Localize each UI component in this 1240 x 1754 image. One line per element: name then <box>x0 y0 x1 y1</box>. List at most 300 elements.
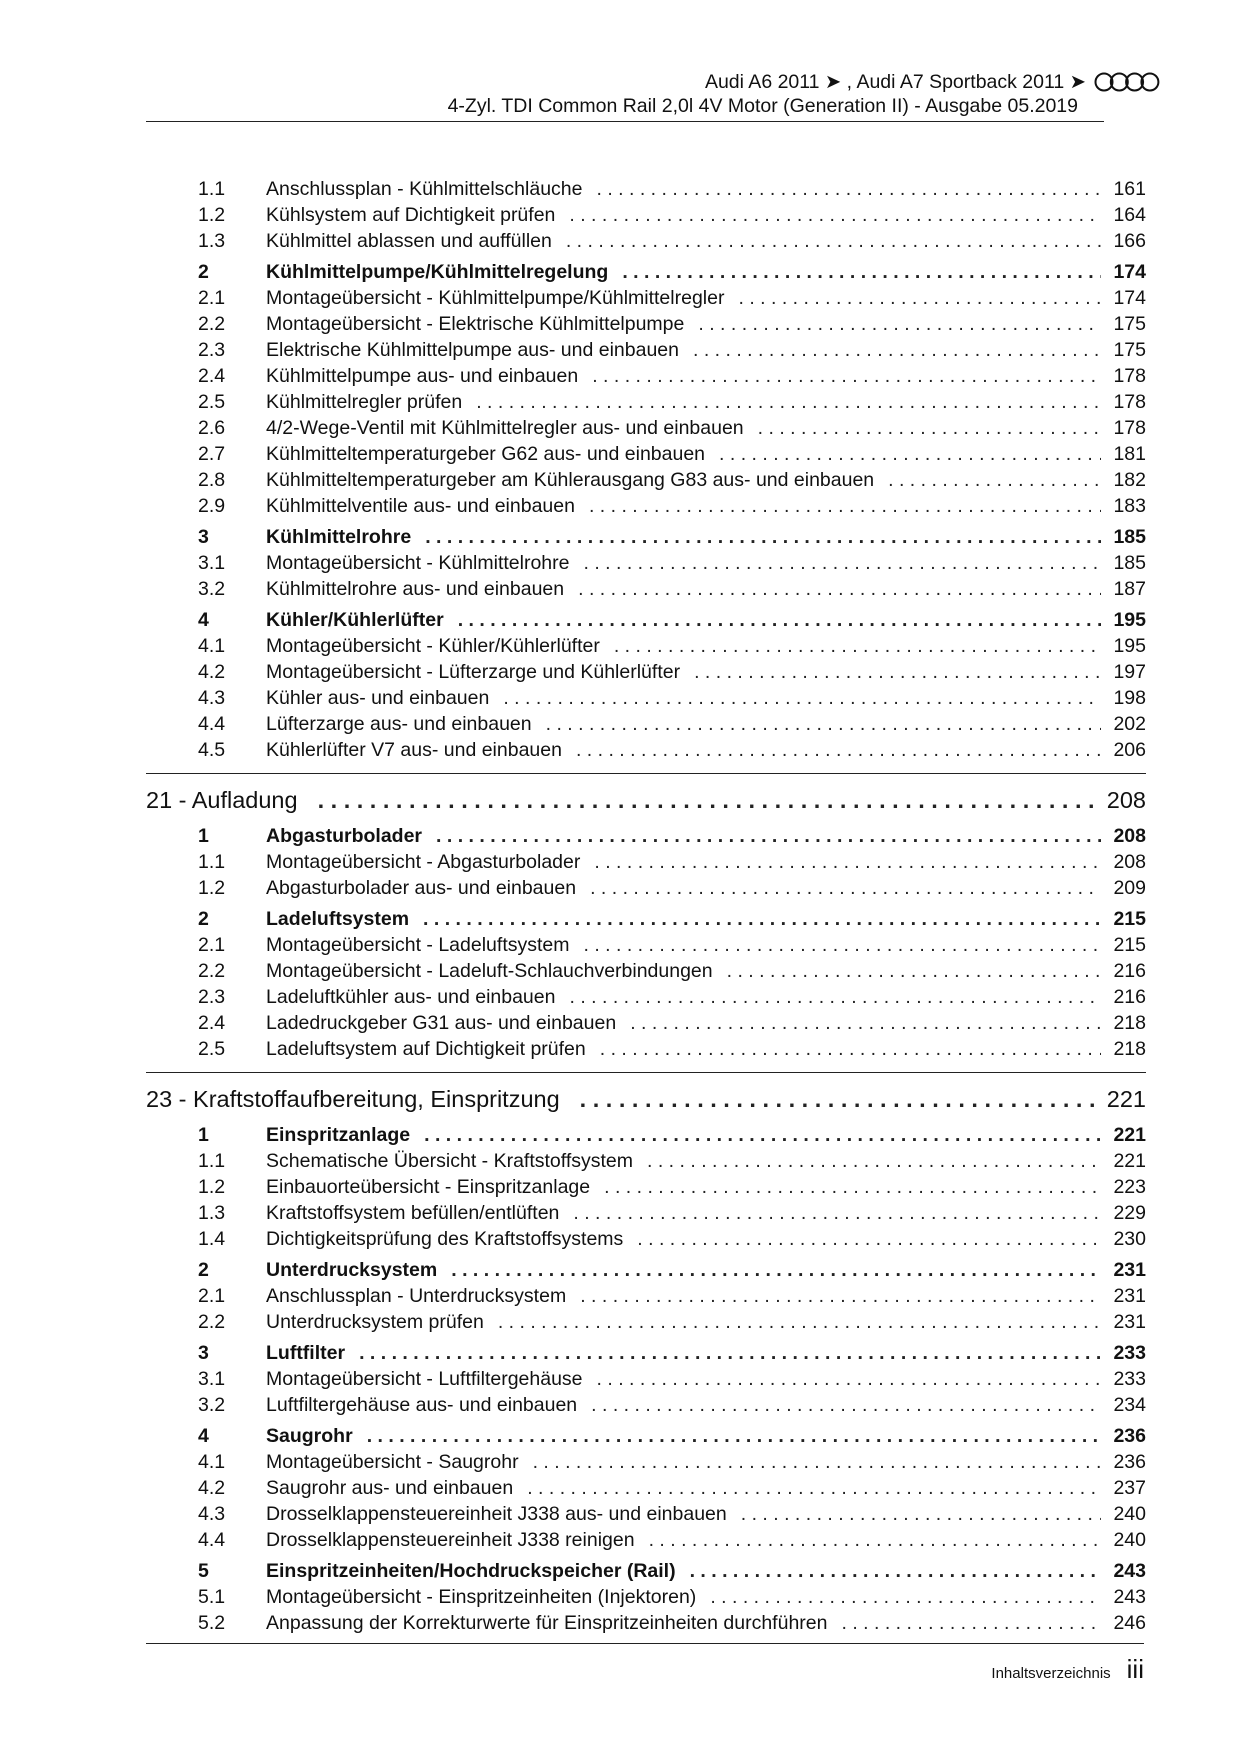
dot-leader <box>597 176 1102 202</box>
toc-entry-number: 3.2 <box>198 1394 226 1416</box>
toc-entry <box>266 659 1146 685</box>
toc-entry-number: 3.1 <box>198 1368 226 1390</box>
toc-entry-number: 2.3 <box>198 986 226 1008</box>
toc-entry <box>266 932 1146 958</box>
toc-entry-page: 231 <box>1113 1259 1146 1281</box>
dot-leader <box>604 1174 1101 1200</box>
toc-subsection-row[interactable] <box>146 1174 1146 1200</box>
dot-leader <box>888 467 1101 493</box>
toc-subsection-row[interactable] <box>146 1392 1146 1418</box>
toc-subsection-row[interactable] <box>146 932 1146 958</box>
toc-section-row[interactable] <box>146 259 1146 285</box>
toc-entry <box>266 576 1146 602</box>
toc-entry <box>266 1340 1146 1366</box>
toc-entry-title: Kühlmittel ablassen und auffüllen <box>266 230 552 252</box>
toc-subsection-row[interactable] <box>146 228 1146 254</box>
toc-subsection-row[interactable] <box>146 1610 1146 1636</box>
toc-entry-title: Kühlmitteltemperaturgeber am Kühlerausgang G83 aus- und einbauen <box>266 469 875 491</box>
toc-entry-page: 182 <box>1113 469 1146 491</box>
toc-entry-title: Montageübersicht - Ladeluft-Schlauchverbindungen <box>266 960 713 982</box>
toc-entry <box>266 1226 1146 1252</box>
toc-entry <box>266 1501 1146 1527</box>
toc-entry-page: 240 <box>1113 1529 1146 1551</box>
toc-entry-page: 216 <box>1113 960 1146 982</box>
toc-entry-title: Ladedruckgeber G31 aus- und einbauen <box>266 1012 617 1034</box>
toc-entry <box>266 441 1146 467</box>
toc-entry <box>266 493 1146 519</box>
toc-entry-title: Montageübersicht - Abgasturbolader <box>266 851 581 873</box>
dot-leader <box>727 958 1102 984</box>
toc-section-row[interactable] <box>146 607 1146 633</box>
toc-entry-page: 237 <box>1113 1477 1146 1499</box>
toc-entry-page: 215 <box>1113 934 1146 956</box>
header-divider <box>146 121 1104 122</box>
toc-entry-number: 2.2 <box>198 313 226 335</box>
header-engine-subtitle: 4-Zyl. TDI Common Rail 2,0l 4V Motor (Generation II) - Ausgabe 05.2019 <box>447 95 1078 117</box>
table-of-contents <box>146 176 1146 1636</box>
toc-entry-title: Einspritzanlage <box>266 1124 411 1146</box>
toc-entry-title: Luftfiltergehäuse aus- und einbauen <box>266 1394 578 1416</box>
toc-entry <box>266 467 1146 493</box>
toc-subsection-row[interactable] <box>146 1283 1146 1309</box>
toc-section-row[interactable] <box>146 823 1146 849</box>
toc-entry-page: 161 <box>1113 178 1146 200</box>
toc-subsection-row[interactable] <box>146 1309 1146 1335</box>
toc-subsection-row[interactable] <box>146 415 1146 441</box>
dot-leader <box>841 1610 1101 1636</box>
dot-leader <box>741 1501 1102 1527</box>
toc-entry <box>146 782 1146 818</box>
header-line-1 <box>448 70 1160 94</box>
toc-entry-page: 221 <box>1113 1150 1146 1172</box>
toc-entry-number: 2.9 <box>198 495 226 517</box>
toc-entry <box>266 1558 1146 1584</box>
toc-entry-number: 2.5 <box>198 391 226 413</box>
toc-entry-title: Lüfterzarge aus- und einbauen <box>266 713 532 735</box>
dot-leader <box>758 415 1102 441</box>
toc-entry-number: 2.1 <box>198 287 226 309</box>
toc-chapter-row[interactable] <box>146 1072 1146 1117</box>
dot-leader <box>637 1226 1101 1252</box>
toc-entry-number: 1.2 <box>198 1176 226 1198</box>
toc-section-row[interactable] <box>146 906 1146 932</box>
toc-subsection-row[interactable] <box>146 1036 1146 1062</box>
toc-entry-number: 1 <box>198 825 209 847</box>
dot-leader <box>458 607 1102 633</box>
toc-section-row[interactable] <box>146 1122 1146 1148</box>
toc-subsection-row[interactable] <box>146 363 1146 389</box>
toc-entry-page: 236 <box>1113 1425 1146 1447</box>
toc-entry <box>266 958 1146 984</box>
toc-entry <box>266 711 1146 737</box>
toc-subsection-row[interactable] <box>146 1200 1146 1226</box>
dot-leader <box>592 363 1101 389</box>
toc-entry-number: 3 <box>198 526 209 548</box>
dot-leader <box>569 202 1101 228</box>
dot-leader <box>533 1449 1102 1475</box>
toc-subsection-row[interactable] <box>146 659 1146 685</box>
toc-entry <box>266 849 1146 875</box>
toc-subsection-row[interactable] <box>146 958 1146 984</box>
toc-subsection-row[interactable] <box>146 550 1146 576</box>
dot-leader <box>580 1081 1099 1117</box>
toc-entry <box>266 550 1146 576</box>
toc-entry-title: Montageübersicht - Ladeluftsystem <box>266 934 570 956</box>
toc-entry-title: Anpassung der Korrekturwerte für Einspritzeinheiten durchführen <box>266 1612 828 1634</box>
toc-entry-title: Einspritzeinheiten/Hochdruckspeicher (Rail) <box>266 1560 676 1582</box>
toc-entry-title: Montageübersicht - Lüfterzarge und Kühlerlüfter <box>266 661 681 683</box>
toc-entry-number: 2.6 <box>198 417 226 439</box>
toc-entry <box>266 823 1146 849</box>
toc-entry-number: 4 <box>198 609 209 631</box>
toc-entry <box>266 176 1146 202</box>
toc-entry <box>266 1392 1146 1418</box>
toc-entry-page: 164 <box>1113 204 1146 226</box>
toc-subsection-row[interactable] <box>146 202 1146 228</box>
toc-entry-page: 198 <box>1113 687 1146 709</box>
toc-subsection-row[interactable] <box>146 311 1146 337</box>
toc-entry-number: 4.4 <box>198 1529 226 1551</box>
toc-entry <box>266 389 1146 415</box>
toc-entry-page: 178 <box>1113 417 1146 439</box>
audi-rings-logo-icon <box>1094 70 1160 94</box>
dot-leader <box>630 1010 1101 1036</box>
toc-entry-page: 175 <box>1113 313 1146 335</box>
toc-subsection-row[interactable] <box>146 1010 1146 1036</box>
toc-subsection-row[interactable] <box>146 984 1146 1010</box>
page-header <box>448 70 1160 118</box>
dot-leader <box>584 932 1102 958</box>
toc-entry-number: 2.2 <box>198 1311 226 1333</box>
toc-entry-page: 195 <box>1113 635 1146 657</box>
toc-subsection-row[interactable] <box>146 1226 1146 1252</box>
dot-leader <box>498 1309 1102 1335</box>
toc-chapter-row[interactable] <box>146 773 1146 818</box>
toc-entry-number: 4.3 <box>198 1503 226 1525</box>
toc-entry-page: 221 <box>1113 1124 1146 1146</box>
footer-page-number: iii <box>1126 1654 1144 1684</box>
dot-leader <box>318 782 1099 818</box>
toc-entry-number: 4 <box>198 1425 209 1447</box>
dot-leader <box>719 441 1101 467</box>
toc-entry-number: 5.1 <box>198 1586 226 1608</box>
toc-entry <box>266 1423 1146 1449</box>
toc-entry-page: 218 <box>1113 1038 1146 1060</box>
toc-entry-number: 1.3 <box>198 1202 226 1224</box>
toc-entry <box>266 363 1146 389</box>
toc-entry-number: 3.2 <box>198 578 226 600</box>
toc-entry <box>266 607 1146 633</box>
toc-entry-title: 21 - Aufladung <box>146 787 298 813</box>
toc-entry-title: Kühlmittelpumpe aus- und einbauen <box>266 365 579 387</box>
toc-entry-page: 185 <box>1113 526 1146 548</box>
toc-entry-page: 183 <box>1113 495 1146 517</box>
toc-entry-page: 246 <box>1113 1612 1146 1634</box>
dot-leader <box>583 550 1101 576</box>
toc-entry-title: Luftfilter <box>266 1342 346 1364</box>
toc-subsection-row[interactable] <box>146 1584 1146 1610</box>
toc-entry-title: Kühlmittelpumpe/Kühlmittelregelung <box>266 261 609 283</box>
toc-entry-page: 223 <box>1113 1176 1146 1198</box>
dot-leader <box>367 1423 1102 1449</box>
toc-subsection-row[interactable] <box>146 685 1146 711</box>
toc-entry-page: 231 <box>1113 1311 1146 1333</box>
toc-entry-page: 233 <box>1113 1368 1146 1390</box>
dot-leader <box>425 524 1101 550</box>
toc-entry <box>266 415 1146 441</box>
toc-entry-page: 218 <box>1113 1012 1146 1034</box>
toc-entry-title: Abgasturbolader aus- und einbauen <box>266 877 577 899</box>
toc-entry-title: Ladeluftkühler aus- und einbauen <box>266 986 556 1008</box>
toc-entry-number: 2.4 <box>198 1012 226 1034</box>
dot-leader <box>578 576 1101 602</box>
dot-leader <box>503 685 1101 711</box>
toc-entry-number: 1.1 <box>198 1150 226 1172</box>
dot-leader <box>693 337 1101 363</box>
toc-section-row[interactable] <box>146 1558 1146 1584</box>
toc-entry <box>266 1449 1146 1475</box>
toc-subsection-row[interactable] <box>146 441 1146 467</box>
dot-leader <box>573 1200 1101 1226</box>
dot-leader <box>436 823 1101 849</box>
toc-entry-number: 3 <box>198 1342 209 1364</box>
toc-entry-number: 2.8 <box>198 469 226 491</box>
dot-leader <box>694 659 1101 685</box>
toc-entry-title: Schematische Übersicht - Kraftstoffsystem <box>266 1150 634 1172</box>
toc-entry-title: Unterdrucksystem prüfen <box>266 1311 484 1333</box>
toc-entry-title: Unterdrucksystem <box>266 1259 438 1281</box>
toc-entry-page: 234 <box>1113 1394 1146 1416</box>
toc-entry <box>266 1475 1146 1501</box>
toc-entry-number: 2.7 <box>198 443 226 465</box>
toc-entry-number: 2.5 <box>198 1038 226 1060</box>
toc-subsection-row[interactable] <box>146 1501 1146 1527</box>
dot-leader <box>423 906 1101 932</box>
dot-leader <box>576 737 1101 763</box>
toc-entry-page: 221 <box>1106 1086 1146 1112</box>
toc-entry-title: Montageübersicht - Kühlmittelpumpe/Kühlmittelregler <box>266 287 725 309</box>
dot-leader <box>622 259 1101 285</box>
toc-entry <box>266 1010 1146 1036</box>
toc-entry-title: Drosselklappensteuereinheit J338 aus- und einbauen <box>266 1503 727 1525</box>
toc-subsection-row[interactable] <box>146 1449 1146 1475</box>
toc-entry-title: Einbauorteübersicht - Einspritzanlage <box>266 1176 591 1198</box>
toc-entry-page: 197 <box>1113 661 1146 683</box>
toc-subsection-row[interactable] <box>146 737 1146 763</box>
toc-section-row[interactable] <box>146 1257 1146 1283</box>
toc-entry-title: Kraftstoffsystem befüllen/entlüften <box>266 1202 560 1224</box>
dot-leader <box>589 493 1102 519</box>
toc-entry-number: 2.3 <box>198 339 226 361</box>
toc-entry-page: 233 <box>1113 1342 1146 1364</box>
toc-entry <box>266 984 1146 1010</box>
dot-leader <box>580 1283 1101 1309</box>
toc-entry-title: Dichtigkeitsprüfung des Kraftstoffsystems <box>266 1228 624 1250</box>
toc-entry-title: Anschlussplan - Unterdrucksystem <box>266 1285 567 1307</box>
toc-entry-number: 4.1 <box>198 635 226 657</box>
toc-entry-title: Montageübersicht - Einspritzeinheiten (Injektoren) <box>266 1586 697 1608</box>
toc-entry-title: Abgasturbolader <box>266 825 423 847</box>
toc-entry-page: 243 <box>1113 1586 1146 1608</box>
toc-entry-page: 195 <box>1113 609 1146 631</box>
toc-entry-number: 2.4 <box>198 365 226 387</box>
toc-entry-title: Kühlmitteltemperaturgeber G62 aus- und einbauen <box>266 443 706 465</box>
dot-leader <box>738 285 1101 311</box>
toc-subsection-row[interactable] <box>146 576 1146 602</box>
dot-leader <box>649 1527 1102 1553</box>
toc-entry-page: 215 <box>1113 908 1146 930</box>
toc-entry-number: 4.1 <box>198 1451 226 1473</box>
toc-entry <box>266 875 1146 901</box>
toc-entry-number: 1.2 <box>198 877 226 899</box>
toc-entry-page: 240 <box>1113 1503 1146 1525</box>
toc-entry-title: Anschlussplan - Kühlmittelschläuche <box>266 178 583 200</box>
toc-entry <box>266 685 1146 711</box>
dot-leader <box>690 1558 1102 1584</box>
dot-leader <box>594 849 1101 875</box>
toc-entry-title: Ladeluftsystem <box>266 908 410 930</box>
toc-entry <box>266 1309 1146 1335</box>
toc-entry-number: 1.2 <box>198 204 226 226</box>
toc-entry <box>266 259 1146 285</box>
toc-entry-title: Kühlmittelventile aus- und einbauen <box>266 495 575 517</box>
toc-entry <box>266 202 1146 228</box>
toc-entry-title: Kühler aus- und einbauen <box>266 687 490 709</box>
dot-leader <box>424 1122 1101 1148</box>
toc-subsection-row[interactable] <box>146 1527 1146 1553</box>
toc-entry <box>266 1527 1146 1553</box>
toc-entry <box>266 1148 1146 1174</box>
toc-entry-page: 236 <box>1113 1451 1146 1473</box>
toc-entry-page: 209 <box>1113 877 1146 899</box>
toc-entry-page: 181 <box>1113 443 1146 465</box>
toc-entry <box>266 737 1146 763</box>
toc-subsection-row[interactable] <box>146 849 1146 875</box>
toc-entry-page: 243 <box>1113 1560 1146 1582</box>
toc-entry-page: 208 <box>1106 787 1146 813</box>
dot-leader <box>647 1148 1101 1174</box>
toc-entry-title: Kühlsystem auf Dichtigkeit prüfen <box>266 204 556 226</box>
toc-subsection-row[interactable] <box>146 337 1146 363</box>
toc-entry-title: 23 - Kraftstoffaufbereitung, Einspritzung <box>146 1086 560 1112</box>
dot-leader <box>597 1366 1102 1392</box>
toc-subsection-row[interactable] <box>146 285 1146 311</box>
toc-entry-title: 4/2-Wege-Ventil mit Kühlmittelregler aus- und einbauen <box>266 417 744 439</box>
toc-entry-page: 206 <box>1113 739 1146 761</box>
toc-subsection-row[interactable] <box>146 633 1146 659</box>
toc-entry-number: 2 <box>198 908 209 930</box>
toc-section-row[interactable] <box>146 1340 1146 1366</box>
toc-entry <box>266 524 1146 550</box>
toc-entry-number: 4.5 <box>198 739 226 761</box>
toc-entry-page: 178 <box>1113 391 1146 413</box>
toc-entry-title: Montageübersicht - Saugrohr <box>266 1451 519 1473</box>
toc-entry-page: 187 <box>1113 578 1146 600</box>
toc-entry <box>266 1257 1146 1283</box>
toc-subsection-row[interactable] <box>146 1475 1146 1501</box>
toc-entry-number: 2 <box>198 1259 209 1281</box>
toc-entry-number: 1.1 <box>198 851 226 873</box>
toc-subsection-row[interactable] <box>146 389 1146 415</box>
dot-leader <box>614 633 1102 659</box>
toc-entry-title: Kühlmittelrohre <box>266 526 412 548</box>
toc-entry-number: 4.2 <box>198 1477 226 1499</box>
toc-entry-page: 208 <box>1113 825 1146 847</box>
toc-entry-title: Montageübersicht - Kühler/Kühlerlüfter <box>266 635 600 657</box>
toc-entry-page: 166 <box>1113 230 1146 252</box>
toc-entry-number: 1.1 <box>198 178 226 200</box>
toc-section-row[interactable] <box>146 1423 1146 1449</box>
toc-entry <box>266 1036 1146 1062</box>
toc-subsection-row[interactable] <box>146 1148 1146 1174</box>
toc-entry <box>266 1584 1146 1610</box>
toc-entry-number: 1.3 <box>198 230 226 252</box>
toc-entry <box>266 1283 1146 1309</box>
dot-leader <box>591 1392 1101 1418</box>
toc-entry <box>266 1174 1146 1200</box>
dot-leader <box>546 711 1102 737</box>
toc-entry <box>266 311 1146 337</box>
toc-subsection-row[interactable] <box>146 1366 1146 1392</box>
toc-entry-page: 174 <box>1113 261 1146 283</box>
toc-entry-page: 178 <box>1113 365 1146 387</box>
toc-entry-number: 2.2 <box>198 960 226 982</box>
toc-subsection-row[interactable] <box>146 493 1146 519</box>
header-vehicle-title: Audi A6 2011 ➤ , Audi A7 Sportback 2011 ➤ <box>704 71 1086 93</box>
dot-leader <box>527 1475 1101 1501</box>
toc-entry-number: 2.1 <box>198 1285 226 1307</box>
dot-leader <box>451 1257 1101 1283</box>
toc-entry-title: Montageübersicht - Elektrische Kühlmittelpumpe <box>266 313 685 335</box>
toc-subsection-row[interactable] <box>146 467 1146 493</box>
dot-leader <box>590 875 1101 901</box>
footer-section-label: Inhaltsverzeichnis <box>991 1665 1111 1682</box>
dot-leader <box>476 389 1101 415</box>
toc-entry-page: 216 <box>1113 986 1146 1008</box>
toc-subsection-row[interactable] <box>146 711 1146 737</box>
toc-entry-title: Montageübersicht - Luftfiltergehäuse <box>266 1368 583 1390</box>
toc-entry-page: 175 <box>1113 339 1146 361</box>
toc-entry <box>266 1200 1146 1226</box>
dot-leader <box>600 1036 1102 1062</box>
toc-entry-title: Drosselklappensteuereinheit J338 reinigen <box>266 1529 635 1551</box>
toc-entry <box>266 906 1146 932</box>
dot-leader <box>710 1584 1101 1610</box>
toc-entry-title: Elektrische Kühlmittelpumpe aus- und einbauen <box>266 339 679 361</box>
toc-entry-number: 1 <box>198 1124 209 1146</box>
toc-entry-title: Kühler/Kühlerlüfter <box>266 609 444 631</box>
toc-entry-number: 1.4 <box>198 1228 226 1250</box>
toc-entry <box>266 633 1146 659</box>
dot-leader <box>698 311 1101 337</box>
toc-entry-number: 4.2 <box>198 661 226 683</box>
toc-entry-page: 229 <box>1113 1202 1146 1224</box>
toc-entry-title: Kühlmittelregler prüfen <box>266 391 463 413</box>
toc-entry-number: 5 <box>198 1560 209 1582</box>
toc-subsection-row[interactable] <box>146 875 1146 901</box>
toc-entry-page: 231 <box>1113 1285 1146 1307</box>
toc-entry-title: Saugrohr <box>266 1425 353 1447</box>
toc-entry <box>146 1081 1146 1117</box>
toc-subsection-row[interactable] <box>146 176 1146 202</box>
toc-section-row[interactable] <box>146 524 1146 550</box>
footer-divider <box>146 1643 1144 1644</box>
toc-entry-title: Kühlmittelrohre aus- und einbauen <box>266 578 565 600</box>
toc-entry-number: 4.3 <box>198 687 226 709</box>
page-footer <box>991 1654 1144 1685</box>
toc-entry-title: Ladeluftsystem auf Dichtigkeit prüfen <box>266 1038 586 1060</box>
toc-entry-title: Saugrohr aus- und einbauen <box>266 1477 514 1499</box>
